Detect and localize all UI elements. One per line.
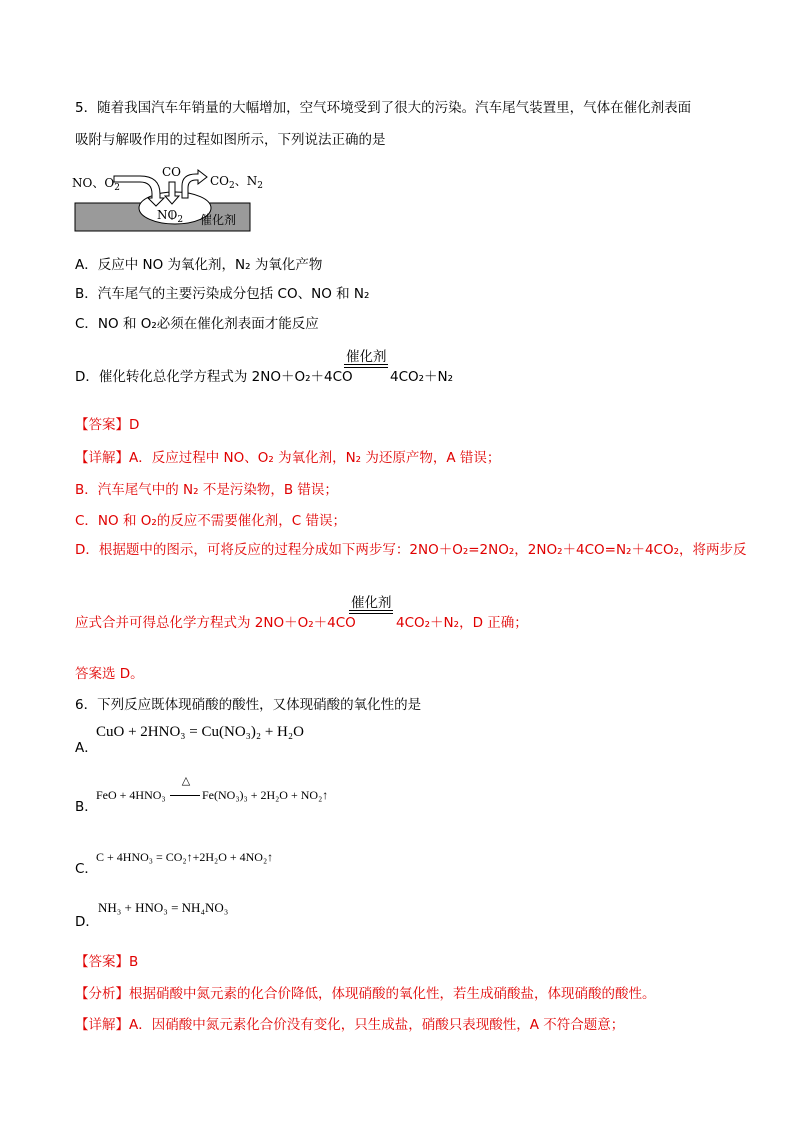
q5-option-d-prefix: D．催化转化总化学方程式为 2NO＋O₂＋4CO — [75, 369, 353, 385]
q5-detail-c: C．NO 和 O₂的反应不需要催化剂，C 错误； — [75, 513, 346, 529]
incoming-arrow-icon — [114, 176, 164, 206]
figure-catalyst-label: 催化剂 — [200, 213, 237, 227]
outgoing-arrow-icon — [182, 170, 207, 198]
figure-out-label: $CO_2$、$N_2$ — [210, 174, 264, 191]
q5-detail-d2-condition: 催化剂 — [351, 595, 392, 611]
q5-option-d-suffix: 4CO₂＋N₂ — [390, 369, 454, 385]
q5-conclusion: 答案选 D。 — [75, 666, 144, 682]
q5-option-a: A．反应中 NO 为氧化剂，N₂ 为氧化产物 — [75, 257, 323, 273]
q5-detail-b: B．汽车尾气中的 N₂ 不是污染物，B 错误； — [75, 482, 338, 498]
q6-analysis: 【分析】根据硝酸中氮元素的化合价降低，体现硝酸的氧化性，若生成硝酸盐，体现硝酸的酸性。 — [75, 986, 656, 1002]
figure-in-label: NO、$O_2$ — [72, 176, 120, 193]
figure-center-label: $NO_2$ — [157, 208, 184, 225]
q6-option-b-label: B． — [75, 799, 98, 815]
q6-answer: 【答案】B — [75, 954, 139, 970]
q6-detail-a: 【详解】A．因硝酸中氮元素化合价没有变化，只生成盐，硝酸只表现酸性，A 不符合题意； — [75, 1017, 625, 1033]
q6-option-d-equation: NH₃ + HNO₃ = NH₄NO₃ — [98, 900, 229, 915]
q6-option-a-label: A． — [75, 740, 98, 756]
q6-option-d-label: D． — [75, 914, 99, 930]
q6-option-c-equation: C + 4HNO₃ = CO₂↑+2H₂O + 4NO₂↑ — [96, 850, 274, 864]
figure-co-label: CO — [162, 165, 182, 179]
q5-stem-line2: 吸附与解吸作用的过程如图所示，下列说法正确的是 — [75, 132, 386, 148]
q5-detail-d2-prefix: 应式合并可得总化学方程式为 2NO＋O₂＋4CO — [75, 615, 356, 631]
q5-detail-d2-suffix: 4CO₂＋N₂，D 正确； — [396, 615, 528, 631]
q6-option-c-label: C． — [75, 861, 98, 877]
q6-option-b-left: FeO + 4HNO₃ — [96, 788, 166, 802]
q5-option-b: B．汽车尾气的主要污染成分包括 CO、NO 和 N₂ — [75, 286, 370, 302]
q5-detail-d: D．根据题中的图示，可将反应的过程分成如下两步写：2NO＋O₂=2NO₂，2NO₂＋4CO=N₂＋4CO₂，将两步反 — [75, 542, 747, 558]
q6-option-b-condition: △ — [181, 774, 191, 787]
q6-option-a-equation: CuO + 2HNO₃ = Cu(NO₃)₂ + H₂O — [96, 724, 304, 740]
q6-option-b-right: Fe(NO₃)₃ + 2H₂O + NO₂↑ — [202, 788, 329, 802]
q5-answer: 【答案】D — [75, 417, 140, 433]
q5-detail-a: 【详解】A．反应过程中 NO、O₂ 为氧化剂，N₂ 为还原产物，A 错误； — [75, 450, 501, 466]
q6-stem: 6．下列反应既体现硝酸的酸性，又体现硝酸的氧化性的是 — [75, 697, 422, 713]
q6-option-b-arrow-line — [170, 795, 200, 796]
q5-stem-line1: 5．随着我国汽车年销量的大幅增加，空气环境受到了很大的污染。汽车尾气装置里，气体在催化剂表面 — [75, 100, 692, 116]
q5-option-c: C．NO 和 O₂必须在催化剂表面才能反应 — [75, 316, 319, 332]
q5-option-d-condition: 催化剂 — [346, 349, 387, 365]
q5-option-d-double-line — [344, 364, 388, 368]
